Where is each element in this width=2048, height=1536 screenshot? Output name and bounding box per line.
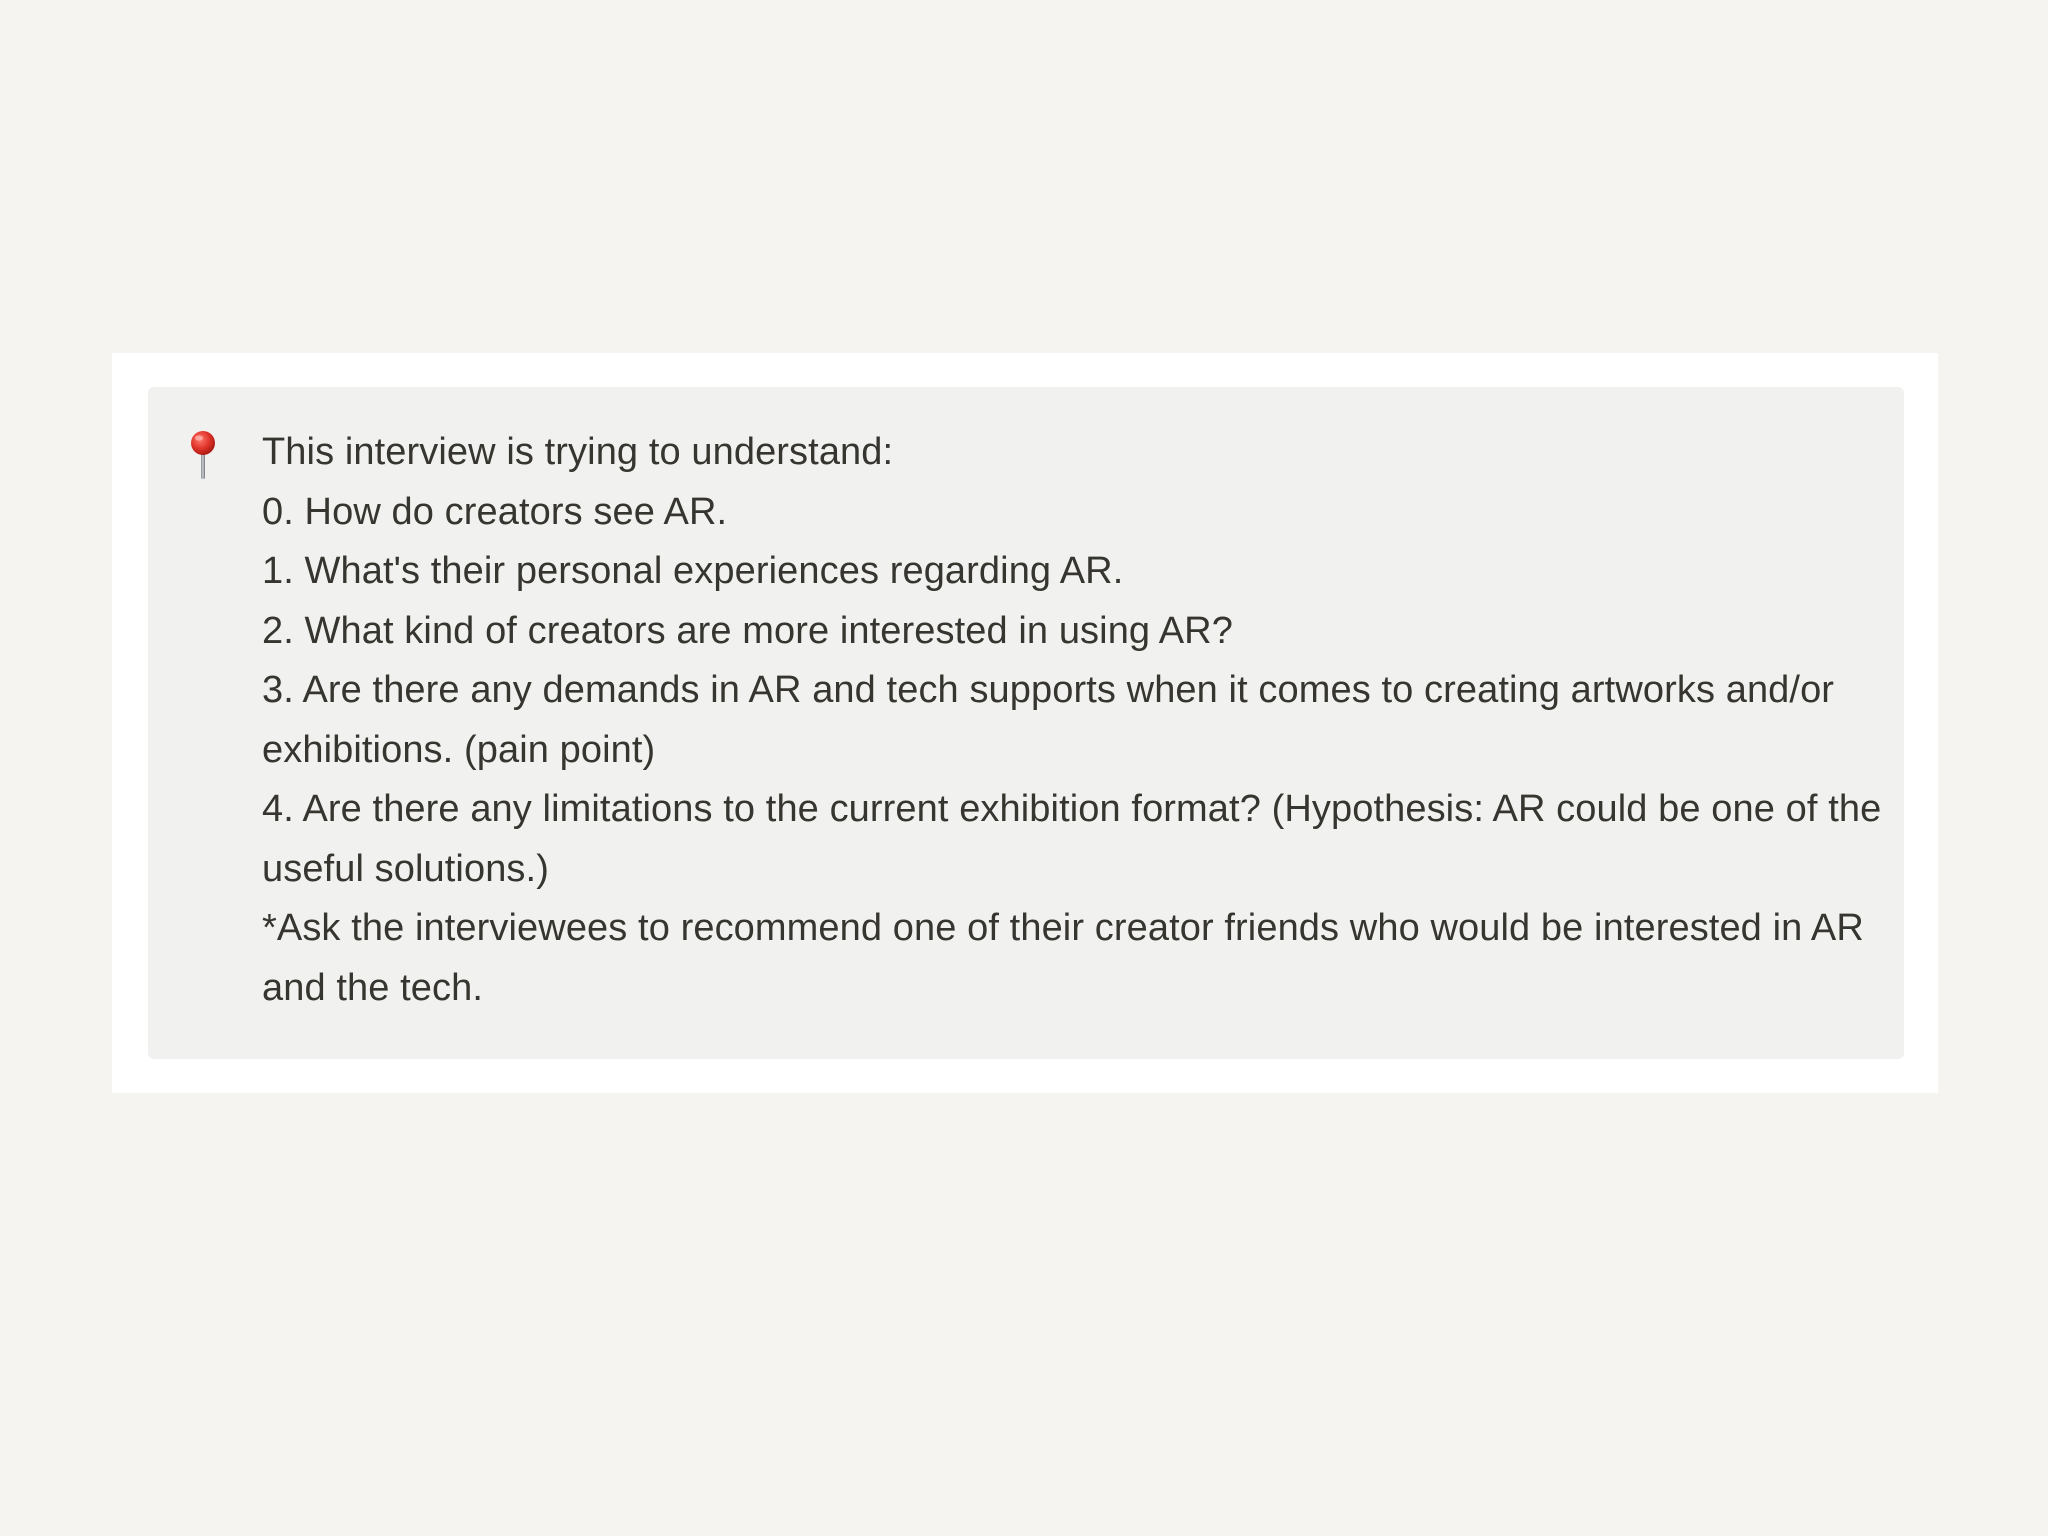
callout-line-2: 2. What kind of creators are more interested in using AR? <box>262 609 1233 652</box>
pushpin-icon[interactable] <box>186 429 220 481</box>
callout-line-note: *Ask the interviewees to recommend one of their creator friends who would be interested in AR and the tech. <box>262 907 1864 1009</box>
callout-line-1: 1. What's their personal experiences regarding AR. <box>262 550 1124 592</box>
callout-line-0: 0. How do creators see AR. <box>262 490 728 533</box>
content-card <box>112 353 1938 1093</box>
callout-line-4: 4. Are there any limitations to the current exhibition format? (Hypothesis: AR could be one of the useful solutions.) <box>262 788 1882 890</box>
callout-line-3: 3. Are there any demands in AR and tech supports when it comes to creating artworks and/or exhibitions. (pain point) <box>262 669 1835 771</box>
callout-line-intro: This interview is trying to understand: <box>262 431 894 473</box>
callout-block[interactable] <box>148 387 1904 1059</box>
callout-text <box>262 423 1882 1018</box>
